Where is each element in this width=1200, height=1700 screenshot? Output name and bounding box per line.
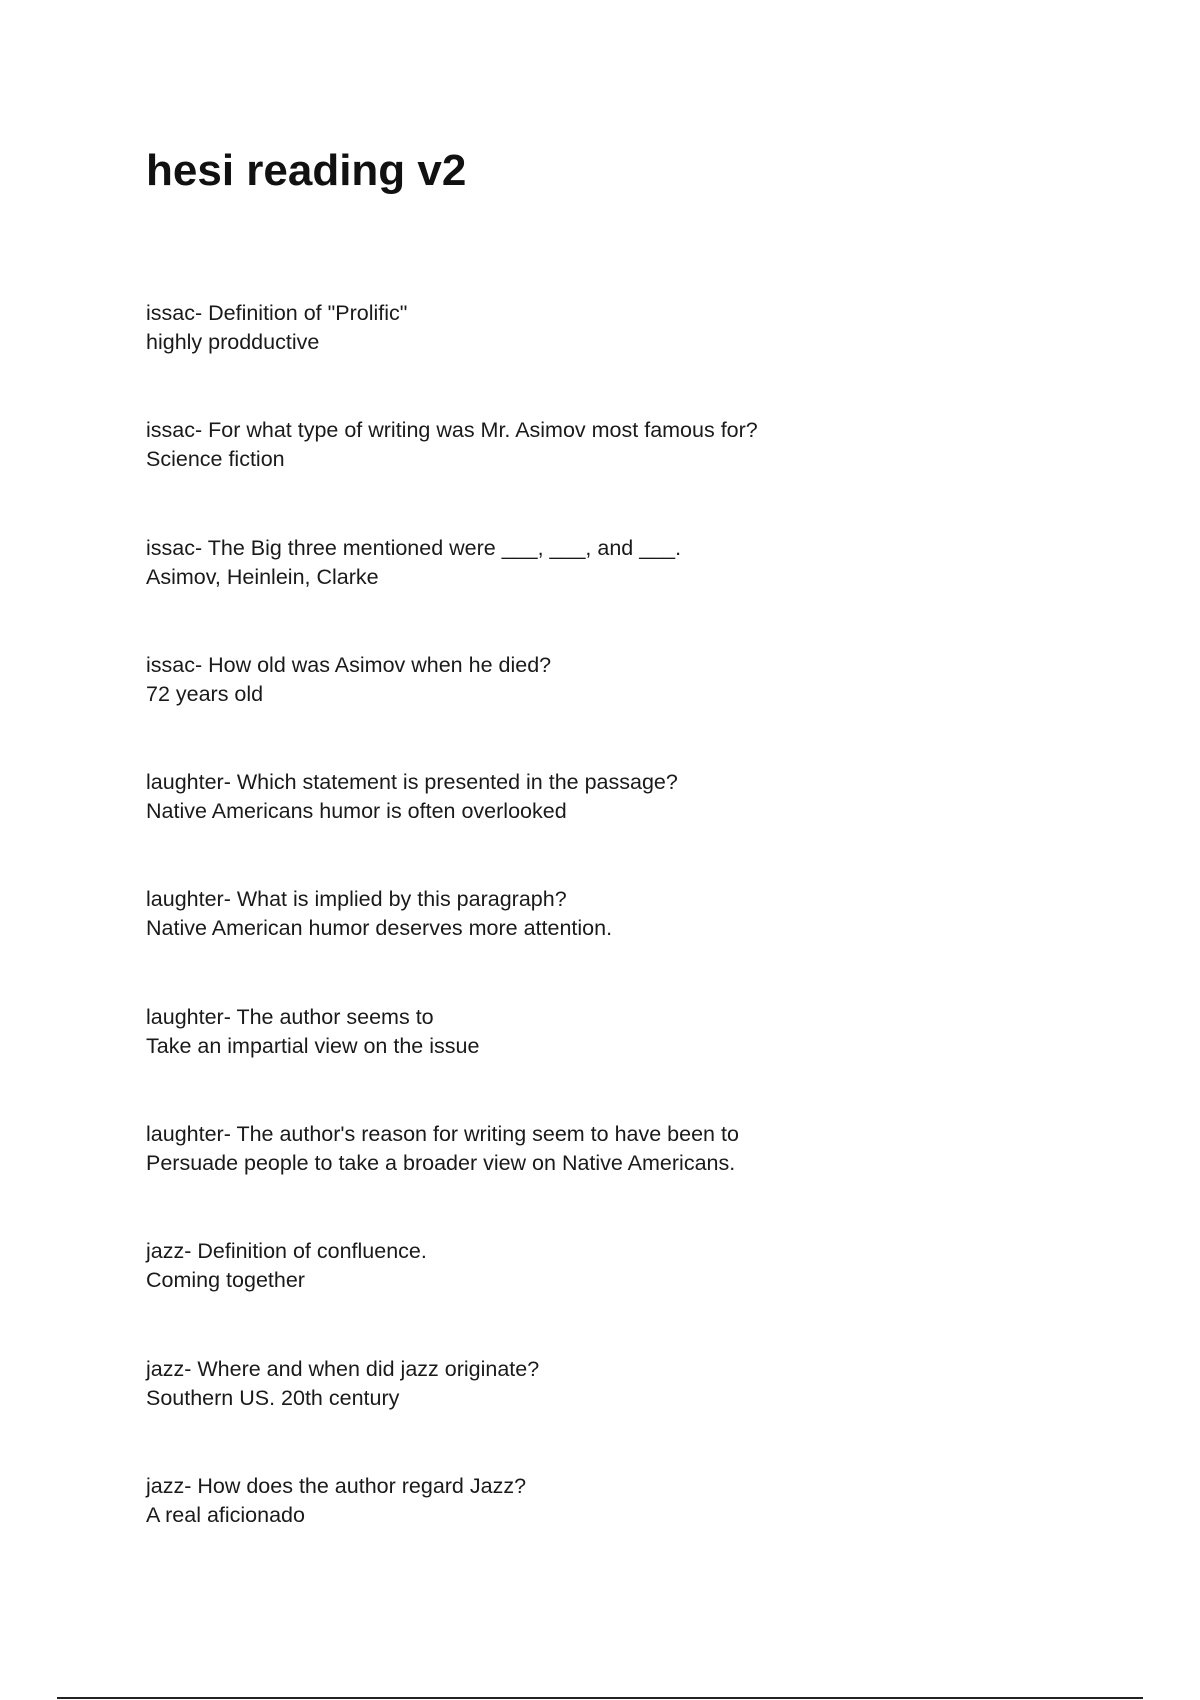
flashcard-answer: A real aficionado [146,1502,305,1527]
flashcard-answer: Science fiction [146,447,285,472]
footer-divider [57,1697,1143,1699]
flashcard-item [146,768,1046,885]
flashcard-item [146,651,1046,768]
flashcard-item [146,1472,1046,1589]
flashcard-question: issac- Definition of "Prolific" [146,301,408,325]
flashcard-answer: Persuade people to take a broader view on Native Americans. [146,1151,736,1176]
flashcard-question: issac- For what type of writing was Mr. Asimov most famous for? [146,418,758,443]
flashcard-question: jazz- How does the author regard Jazz? [146,1473,527,1498]
flashcard-item [146,1003,1046,1120]
flashcard-answer: Native Americans humor is often overlooked [146,799,567,824]
flashcard-question: laughter- The author's reason for writing seem to have been to [146,1122,739,1147]
flashcard-question: issac- How old was Asimov when he died? [146,652,552,677]
flashcard-item [146,534,1046,651]
flashcard-item [146,299,1046,416]
flashcard-item [146,1237,1046,1354]
flashcard-answer: 72 years old [146,681,264,706]
flashcard-question: laughter- The author seems to [146,1004,434,1029]
flashcard-answer: Asimov, Heinlein, Clarke [146,564,379,589]
page-title: hesi reading v2 [146,146,467,195]
flashcard-question: issac- The Big three mentioned were ___, ___, and ___. [146,535,682,560]
flashcard-question: laughter- What is implied by this paragraph? [146,887,567,912]
flashcard-answer: Southern US. 20th century [146,1385,400,1410]
flashcard-question: laughter- Which statement is presented in the passage? [146,770,678,795]
flashcard-answer: Native American humor deserves more attention. [146,916,613,941]
flashcard-question: jazz- Definition of confluence. [146,1239,427,1264]
flashcard-answer: Take an impartial view on the issue [146,1033,480,1058]
flashcard-item [146,1355,1046,1472]
flashcard-item [146,1120,1046,1237]
flashcard-item [146,416,1046,533]
flashcard-item [146,885,1046,1002]
flashcard-answer: Coming together [146,1268,305,1293]
flashcard-answer: highly prodductive [146,330,320,354]
flashcard-question: jazz- Where and when did jazz originate? [146,1356,540,1381]
flashcard-list [146,299,1046,1589]
